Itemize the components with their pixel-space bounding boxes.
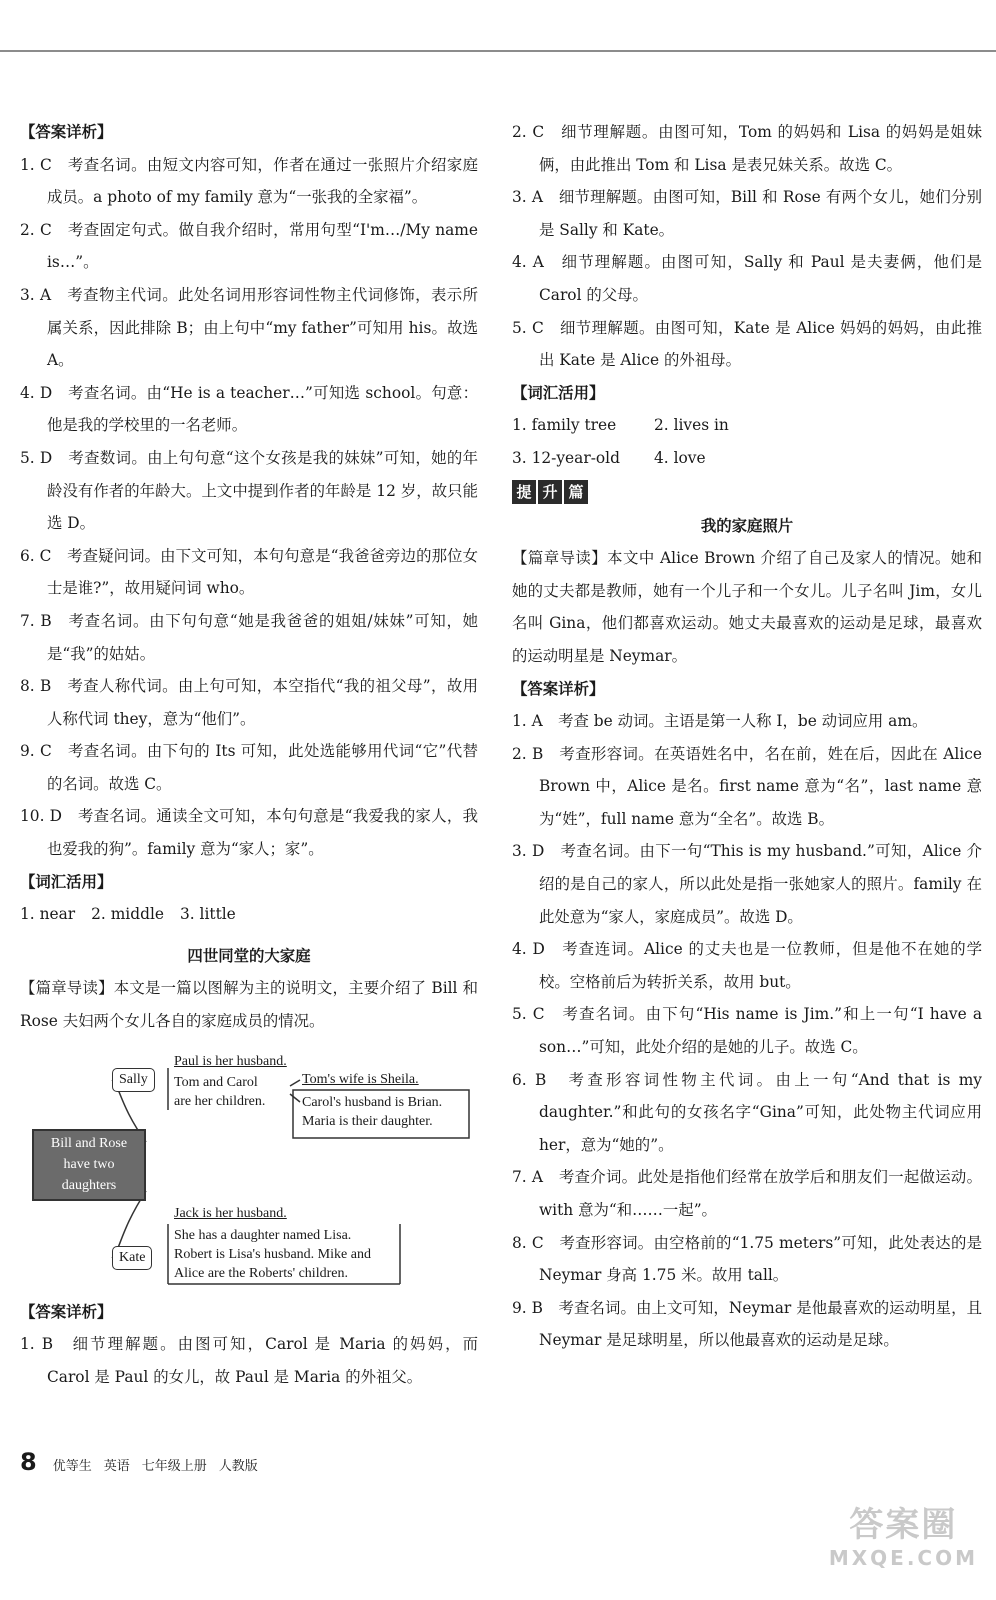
answer-item: 6. B 考查形容词性物主代词。由上一句“And that is my daughter.”和此句的女孩名字“Gina”可知，此处物主代词应用 her，意为“她的”。 xyxy=(512,1070,982,1154)
answer-item: 4. A 细节理解题。由图可知，Sally 和 Paul 是夫妻俩，他们是 Carol 的父母。 xyxy=(512,253,982,304)
watermark-line: MXQE.COM xyxy=(828,1546,978,1570)
answer-item: 1. C 考查名词。由短文内容可知，作者在通过一张照片介绍家庭成员。a photo of my family 意为“一张我的全家福”。 xyxy=(20,155,478,207)
carol-line: Carol's husband is Brian. xyxy=(302,1094,443,1110)
page-footer xyxy=(20,1448,258,1476)
right-column xyxy=(512,116,982,1357)
answer-item: 9. C 考查名词。由下句的 Its 可知，此处选能够用代词“它”代替的名词。故选 C。 xyxy=(20,742,478,793)
answers2-heading: 【答案详析】 xyxy=(512,679,605,698)
vocab-item: 3. 12-year-old xyxy=(512,448,620,467)
vocab-row xyxy=(512,409,982,442)
vocab-item: 3. little xyxy=(179,905,236,924)
answer-item: 1. A 考查 be 动词。主语是第一人称 I，be 动词应用 am。 xyxy=(512,712,928,731)
banner-char: 篇 xyxy=(564,480,588,504)
top-rule xyxy=(0,50,996,52)
answers-list xyxy=(20,149,478,866)
section-title: 我的家庭照片 xyxy=(700,516,794,535)
vocab-row xyxy=(512,442,982,475)
banner-char: 升 xyxy=(538,480,562,504)
answer-item: 7. B 考查名词。由下句句意“她是我爸爸的姐姐/妹妹”可知，她是“我”的姑姑。 xyxy=(20,611,478,663)
jack-label: Jack is her husband. xyxy=(174,1205,287,1221)
vocab-row xyxy=(20,898,478,931)
vocab-heading: 【词汇活用】 xyxy=(512,383,605,402)
answer-item: 4. D 考查连词。Alice 的丈夫也是一位教师，但是他不在她的学校。空格前后为转折关系，故用 but。 xyxy=(512,940,982,991)
banner-char: 提 xyxy=(512,480,536,504)
answer-item: 3. A 考查物主代词。此处名词用形容词性物主代词修饰，表示所属关系，因此排除 B；由上句中“my father”可知用 his。故选 A。 xyxy=(20,285,478,370)
tom-carol-line: Tom and Carol xyxy=(174,1074,258,1090)
vocab-item: 1. family tree xyxy=(512,416,617,435)
paul-label: Paul is her husband. xyxy=(174,1053,287,1069)
family-tree-diagram xyxy=(20,1046,478,1294)
center-line: have two xyxy=(63,1156,115,1172)
vocab-item: 1. near xyxy=(20,905,76,924)
left-column xyxy=(20,116,478,1393)
node-sally: Sally xyxy=(112,1068,155,1092)
answer-item: 5. C 细节理解题。由图可知，Kate 是 Alice 妈妈的妈妈，由此推出 Kate 是 Alice 的外祖母。 xyxy=(512,318,982,370)
kate-info-line: She has a daughter named Lisa. xyxy=(174,1227,352,1243)
answer-item: 3. D 考查名词。由下一句“This is my husband.”可知，Alice 介绍的是自己的家人，所以此处是指一张她家人的照片。family 在此处意为“家人，家庭成员”。故选 D。 xyxy=(512,842,982,926)
center-line: Bill and Rose xyxy=(50,1135,128,1151)
answer-item: 9. B 考查名词。由上文可知，Neymar 是他最喜欢的运动明星，且 Neymar 是足球明星，所以他最喜欢的运动是足球。 xyxy=(512,1298,982,1350)
answer-item: 2. B 考查形容词。在英语姓名中，名在前，姓在后，因此在 Alice Brown 中，Alice 是名。first name 意为“名”，last name 意为“姓”，full name 意为“全名”。故选 B。 xyxy=(512,744,982,828)
carol-husband-label xyxy=(302,1093,442,1131)
center-line: daughters xyxy=(61,1177,117,1193)
kate-info-line: Alice are the Roberts' children. xyxy=(174,1265,348,1281)
node-bill-rose xyxy=(32,1129,146,1201)
answer-item: 10. D 考查名词。通读全文可知，本句句意是“我爱我的家人，我也爱我的狗”。family 意为“家人；家”。 xyxy=(20,807,478,859)
section-title: 四世同堂的大家庭 xyxy=(187,946,311,965)
tom-carol-line: are her children. xyxy=(174,1093,266,1109)
carol-line: Maria is their daughter. xyxy=(302,1113,433,1129)
page-number: 8 xyxy=(20,1448,37,1476)
answer-item: 5. D 考查数词。由上句句意“这个女孩是我的妹妹”可知，她的年龄没有作者的年龄大。上文中提到作者的年龄是 12 岁，故只能选 D。 xyxy=(20,448,478,533)
answer-item: 4. D 考查名词。由“He is a teacher…”可知选 school。句意：他是我的学校里的一名老师。 xyxy=(20,383,478,435)
footer-edition: 人教版 xyxy=(218,1459,258,1474)
tisheng-banner xyxy=(512,480,982,504)
footer-subject: 英语 xyxy=(103,1459,130,1474)
guide-paragraph: 【篇章导读】本文中 Alice Brown 介绍了自己及家人的情况。她和她的丈夫都是教师，她有一个儿子和一个女儿。儿子名叫 Jim，女儿名叫 Gina，他们都喜欢运动。她丈夫最喜欢的运动是足球，最喜欢的运动明星是 Neymar。 xyxy=(512,549,982,665)
kate-info-line: Robert is Lisa's husband. Mike and xyxy=(174,1246,371,1262)
answer-item: 3. A 细节理解题。由图可知，Bill 和 Rose 有两个女儿，她们分别是 Sally 和 Kate。 xyxy=(512,188,982,239)
answer-item: 5. C 考查名词。由下句“His name is Jim.”和上一句“I have a son…”可知，此处介绍的是她的儿子。故选 C。 xyxy=(512,1005,982,1057)
answer-item: 7. A 考查介词。此处是指他们经常在放学后和朋友们一起做运动。with 意为“和……一起”。 xyxy=(512,1168,982,1219)
guide-paragraph: 【篇章导读】本文是一篇以图解为主的说明文，主要介绍了 Bill 和 Rose 夫妇两个女儿各自的家庭成员的情况。 xyxy=(20,979,478,1031)
footer-brand: 优等生 xyxy=(52,1459,92,1474)
answer-item: 2. C 考查固定句式。做自我介绍时，常用句型“I'm…/My name is…”。 xyxy=(20,220,478,272)
vocab-item: 2. middle xyxy=(91,905,164,924)
answer-item: 2. C 细节理解题。由图可知，Tom 的妈妈和 Lisa 的妈妈是姐妹俩，由此推出 Tom 和 Lisa 是表兄妹关系。故选 C。 xyxy=(512,123,982,174)
vocab-item: 4. love xyxy=(654,448,706,467)
answer-item: 8. B 考查人称代词。由上句可知，本空指代“我的祖父母”，故用人称代词 they，意为“他们”。 xyxy=(20,677,478,728)
answers2-heading: 【答案详析】 xyxy=(20,1302,113,1321)
watermark-line: 答案圈 xyxy=(849,1505,958,1545)
answer-item: 8. C 考查形容词。由空格前的“1.75 meters”可知，此处表达的是 Neymar 身高 1.75 米。故用 tall。 xyxy=(512,1233,982,1285)
answer-item: 6. C 考查疑问词。由下文可知，本句句意是“我爸爸旁边的那位女士是谁?”，故用疑问词 who。 xyxy=(20,546,478,598)
tom-wife-label: Tom's wife is Sheila. xyxy=(302,1071,419,1087)
answer-item: 1. B 细节理解题。由图可知，Carol 是 Maria 的妈妈，而 Carol 是 Paul 的女儿，故 Paul 是 Maria 的外祖父。 xyxy=(20,1335,478,1386)
vocab-item: 2. lives in xyxy=(654,416,729,435)
tom-carol-label xyxy=(174,1073,265,1111)
footer-grade: 七年级上册 xyxy=(141,1459,207,1474)
answers-heading: 【答案详析】 xyxy=(20,123,113,141)
watermark-logo xyxy=(829,1497,978,1570)
vocab-heading: 【词汇活用】 xyxy=(20,872,113,891)
kate-info xyxy=(174,1226,371,1283)
node-kate: Kate xyxy=(112,1246,152,1270)
